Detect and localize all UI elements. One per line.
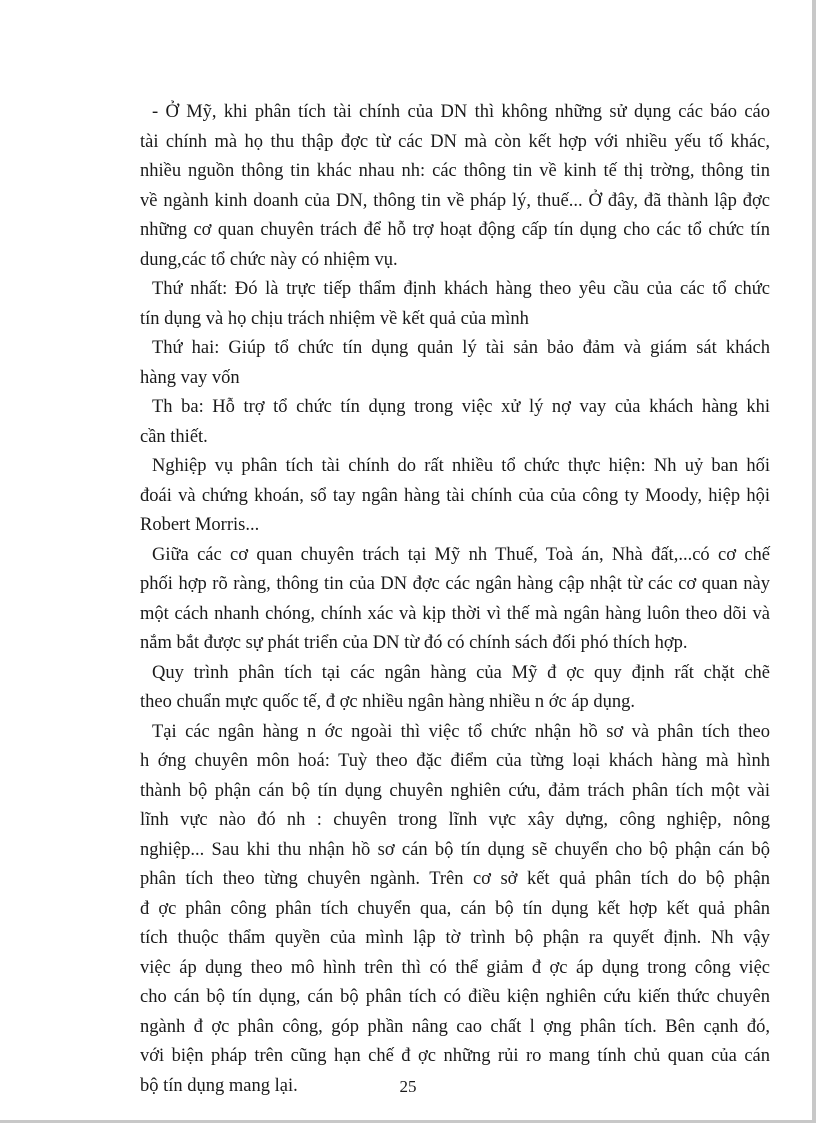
text-line: tài chính mà họ thu thập đợc từ các DN mà còn kết hợp với nhiều yếu tố khác, — [140, 131, 770, 152]
text-line: Quy trình phân tích tại các ngân hàng của Mỹ đ ợc quy định rất chặt chẽ — [152, 662, 770, 683]
text-line: ngành đ ợc phân công, góp phần nâng cao chất l ợng phân tích. Bên cạnh đó, — [140, 1016, 770, 1037]
text-line: những cơ quan chuyên trách để hỗ trợ hoạt động cấp tín dụng cho các tổ chức tín — [140, 220, 770, 240]
text-line: bộ tín dụng mang lại. — [140, 1075, 298, 1096]
text-line: phân tích theo từng chuyên ngành. Trên cơ sở kết quả phân tích do bộ phận — [140, 869, 770, 889]
text-line: Nghiệp vụ phân tích tài chính do rất nhiều tổ chức thực hiện: Nh uỷ ban hối — [152, 456, 770, 476]
text-line: h ớng chuyên môn hoá: Tuỳ theo đặc điểm của từng loại khách hàng mà hình — [140, 751, 770, 771]
paragraph — [140, 541, 770, 659]
text-line: đoái và chứng khoán, sổ tay ngân hàng tài chính của của công ty Moody, hiệp hội — [140, 485, 770, 506]
paragraph — [140, 275, 770, 334]
text-line: theo chuẩn mực quốc tế, đ ợc nhiều ngân hàng nhiều n ớc áp dụng. — [140, 692, 636, 712]
text-line: nắm bắt được sự phát triển của DN từ đó có chính sách đối phó thích hợp. — [140, 633, 688, 653]
text-line: nghiệp... Sau khi thu nhận hồ sơ cán bộ tín dụng sẽ chuyển cho bộ phận cán bộ — [140, 839, 770, 860]
text-line: với biện pháp trên cũng hạn chế đ ợc những rủi ro mang tính chủ quan của cán — [140, 1046, 770, 1066]
text-line: dung,các tổ chức này có nhiệm vụ. — [140, 249, 398, 270]
paragraph — [140, 334, 770, 393]
paragraph — [140, 452, 770, 541]
text-line: cho cán bộ tín dụng, cán bộ phân tích có điều kiện nghiên cứu kiến thức chuyên — [140, 987, 770, 1007]
page-number: 25 — [399, 1077, 417, 1096]
text-line: - Ở Mỹ, khi phân tích tài chính của DN thì không những sử dụng các báo cáo — [152, 102, 770, 122]
paragraph — [140, 659, 770, 718]
text-line: Tại các ngân hàng n ớc ngoài thì việc tổ chức nhận hồ sơ và phân tích theo — [152, 721, 770, 742]
text-line: Thứ nhất: Đó là trực tiếp thẩm định khách hàng theo yêu cầu của các tổ chức — [152, 279, 770, 299]
text-line: Giữa các cơ quan chuyên trách tại Mỹ nh Thuế, Toà án, Nhà đất,...có cơ chế — [152, 544, 770, 565]
text-line: việc áp dụng theo mô hình trên thì có thể giảm đ ợc áp dụng trong công việc — [140, 957, 770, 978]
text-line: một cách nhanh chóng, chính xác và kịp thời vì thế mà ngân hàng luôn theo dõi và — [140, 603, 770, 624]
text-line: hàng vay vốn — [140, 367, 240, 388]
paragraph — [140, 98, 770, 275]
text-line: Th ba: Hỗ trợ tổ chức tín dụng trong việc xử lý nợ vay của khách hàng khi — [152, 397, 770, 417]
text-line: lĩnh vực nào đó nh : chuyên trong lĩnh vực xây dựng, công nghiệp, nông — [140, 810, 770, 830]
text-line: Robert Morris... — [140, 515, 260, 535]
text-line: phối hợp rõ ràng, thông tin của DN đợc các ngân hàng cập nhật từ các cơ quan này — [140, 574, 770, 594]
text-line: cần thiết. — [140, 426, 208, 447]
text-line: đ ợc phân công phân tích chuyển qua, cán bộ tín dụng kết hợp kết quả phân — [140, 898, 770, 919]
paragraph — [140, 718, 770, 1102]
text-line: tín dụng và họ chịu trách nhiệm về kết quả của mình — [140, 308, 529, 329]
text-line: nhiều nguồn thông tin khác nhau nh: các thông tin về kinh tế thị trờng, thông tin — [140, 161, 770, 181]
text-line: về ngành kinh doanh của DN, thông tin về pháp lý, thuế... Ở đây, đã thành lập đợc — [140, 190, 770, 211]
text-line: tích thuộc thẩm quyền của mình lập tờ trình bộ phận ra quyết định. Nh vậy — [140, 928, 770, 948]
text-line: thành bộ phận cán bộ tín dụng chuyên nghiên cứu, đảm trách phân tích một vài — [140, 780, 770, 801]
body-text — [140, 98, 770, 1101]
text-line: Thứ hai: Giúp tổ chức tín dụng quản lý tài sản bảo đảm và giám sát khách — [152, 338, 770, 358]
page-edge-right — [812, 0, 816, 1123]
paragraph — [140, 393, 770, 452]
